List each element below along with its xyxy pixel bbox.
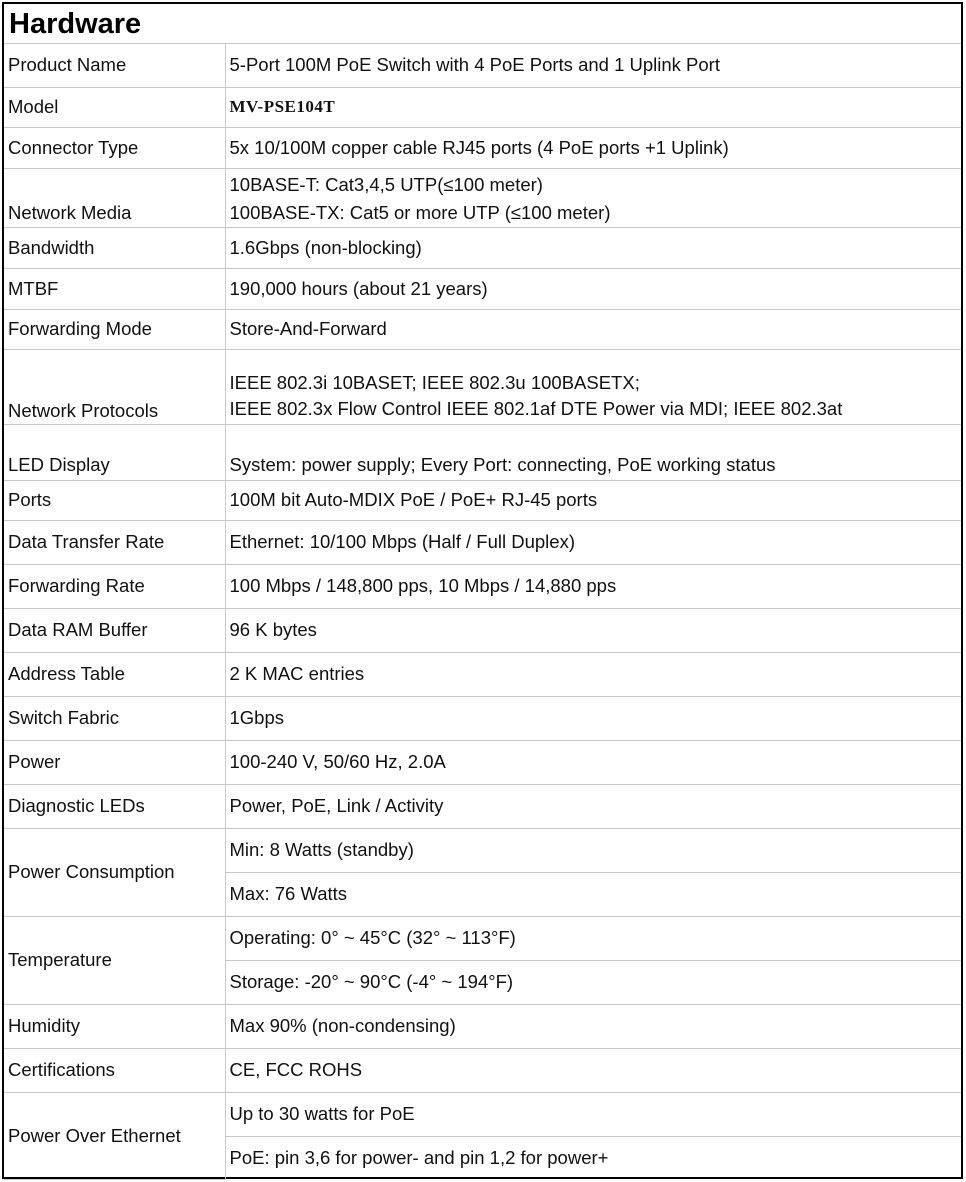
row-label: Power Over Ethernet	[4, 1092, 225, 1179]
table-row	[4, 424, 961, 480]
row-value: 100M bit Auto-MDIX PoE / PoE+ RJ-45 ports	[225, 480, 961, 520]
row-value: Max: 76 Watts	[225, 872, 961, 916]
row-value	[225, 168, 961, 227]
row-value: 100 Mbps / 148,800 pps, 10 Mbps / 14,880 pps	[225, 564, 961, 608]
row-value: CE, FCC ROHS	[225, 1048, 961, 1092]
table-row	[4, 480, 961, 520]
table-row	[4, 127, 961, 168]
row-label: Diagnostic LEDs	[4, 784, 225, 828]
row-label: Ports	[4, 480, 225, 520]
row-value: Max 90% (non-condensing)	[225, 1004, 961, 1048]
table-row	[4, 309, 961, 349]
row-value: 100-240 V, 50/60 Hz, 2.0A	[225, 740, 961, 784]
table-row	[4, 740, 961, 784]
row-value: 2 K MAC entries	[225, 652, 961, 696]
row-value-line: 100BASE-TX: Cat5 or more UTP (≤100 meter)	[229, 201, 611, 223]
spec-sheet	[2, 2, 963, 1179]
table-row	[4, 349, 961, 424]
table-row	[4, 1004, 961, 1048]
table-row	[4, 608, 961, 652]
row-label: Address Table	[4, 652, 225, 696]
table-row	[4, 87, 961, 127]
row-value: PoE: pin 3,6 for power- and pin 1,2 for power+	[229, 1146, 609, 1168]
row-label: Connector Type	[4, 127, 225, 168]
row-value: Operating: 0° ~ 45°C (32° ~ 113°F)	[225, 916, 961, 960]
row-value: Up to 30 watts for PoE	[225, 1092, 961, 1136]
table-row	[4, 520, 961, 564]
row-label: MTBF	[4, 268, 225, 309]
row-label: Model	[4, 87, 225, 127]
row-label: Data Transfer Rate	[4, 520, 225, 564]
table-row	[4, 1092, 961, 1136]
row-label: Forwarding Rate	[4, 564, 225, 608]
row-value: 1.6Gbps (non-blocking)	[225, 227, 961, 268]
row-label: Temperature	[4, 916, 225, 1004]
row-label: Power	[4, 740, 225, 784]
row-value-line: 10BASE-T: Cat3,4,5 UTP(≤100 meter)	[229, 173, 543, 195]
spec-table	[4, 44, 961, 1180]
row-label: Certifications	[4, 1048, 225, 1092]
table-row	[4, 44, 961, 87]
row-value: 1Gbps	[225, 696, 961, 740]
table-row	[4, 696, 961, 740]
table-row	[4, 268, 961, 309]
table-row	[4, 168, 961, 227]
table-row	[4, 227, 961, 268]
row-label: Power Consumption	[4, 828, 225, 916]
row-value: Store-And-Forward	[225, 309, 961, 349]
table-row	[4, 828, 961, 872]
row-value: 96 K bytes	[225, 608, 961, 652]
row-value: 190,000 hours (about 21 years)	[225, 268, 961, 309]
table-row	[4, 784, 961, 828]
table-row	[4, 916, 961, 960]
table-row	[4, 564, 961, 608]
table-row	[4, 652, 961, 696]
row-value: MV-PSE104T	[225, 87, 961, 127]
table-row	[4, 1048, 961, 1092]
row-value: 5x 10/100M copper cable RJ45 ports (4 PoE ports +1 Uplink)	[225, 127, 961, 168]
row-value: System: power supply; Every Port: connecting, PoE working status	[225, 424, 961, 480]
row-label: Data RAM Buffer	[4, 608, 225, 652]
row-label: Forwarding Mode	[4, 309, 225, 349]
row-value: Storage: -20° ~ 90°C (-4° ~ 194°F)	[225, 960, 961, 1004]
row-label: Network Media	[4, 168, 225, 227]
row-value	[225, 349, 961, 424]
row-value: Ethernet: 10/100 Mbps (Half / Full Duplex)	[225, 520, 961, 564]
row-value-line: IEEE 802.3x Flow Control IEEE 802.1af DTE Power via MDI; IEEE 802.3at	[229, 397, 843, 419]
row-value: Min: 8 Watts (standby)	[225, 828, 961, 872]
row-value: 5-Port 100M PoE Switch with 4 PoE Ports and 1 Uplink Port	[225, 44, 961, 87]
row-label: Switch Fabric	[4, 696, 225, 740]
row-label: Bandwidth	[4, 227, 225, 268]
row-label: LED Display	[4, 424, 225, 480]
row-label: Humidity	[4, 1004, 225, 1048]
row-value-line: IEEE 802.3i 10BASET; IEEE 802.3u 100BASETX;	[229, 371, 640, 393]
sheet-title: Hardware	[4, 4, 961, 44]
row-label: Product Name	[4, 44, 225, 87]
row-label: Network Protocols	[4, 349, 225, 424]
row-value: Power, PoE, Link / Activity	[225, 784, 961, 828]
